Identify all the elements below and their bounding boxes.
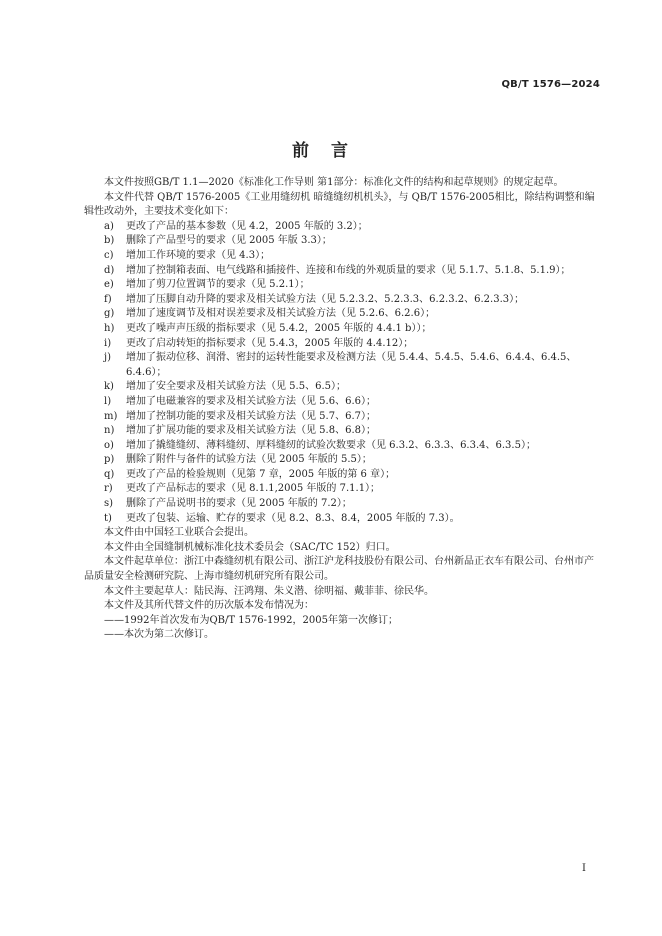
- proposer-paragraph: 本文件由中国轻工业联合会提出。: [104, 527, 254, 539]
- list-item: l) 增加了电磁兼容的要求及相关试验方法（见 5.6、6.6）；: [104, 395, 376, 407]
- list-item: s) 删除了产品说明书的要求（见 2005 年版的 7.2）；: [104, 498, 352, 510]
- list-item: f) 增加了压脚自动升降的要求及相关试验方法（见 5.2.3.2、5.2.3.3、6.2.3.2、6.2.3.3）；: [104, 293, 525, 305]
- list-item: i) 更改了启动转矩的指标要求（见 5.4.3，2005 年版的 4.4.12）；: [104, 337, 414, 349]
- list-item: o) 增加了撬缝缝纫、薄料缝纫、厚料缝纫的试验次数要求（见 6.3.2、6.3.3、6.3.4、6.3.5）；: [104, 439, 536, 451]
- list-item: n) 增加了扩展功能的要求及相关试验方法（见 5.8、6.8）；: [104, 425, 376, 437]
- drafters-paragraph: 本文件主要起草人：陆民海、汪鸿翔、朱义潜、徐明福、戴菲菲、徐民华。: [104, 585, 434, 597]
- list-item: a) 更改了产品的基本参数（见 4.2，2005 年版的 3.2）；: [104, 220, 368, 232]
- list-item: p) 删除了附件与备件的试验方法（见 2005 年版的 5.5）；: [104, 454, 372, 466]
- history-intro-paragraph: 本文件及其所代替文件的历次版本发布情况为：: [104, 600, 314, 612]
- technical-changes-list: [84, 220, 600, 526]
- page-number: I: [582, 863, 586, 874]
- list-item: b) 删除了产品型号的要求（见 2005 年版 3.3）；: [104, 235, 332, 247]
- list-item: c) 增加工作环境的要求（见 4.3）；: [104, 249, 271, 261]
- list-item: q) 更改了产品的检验规则（见第 7 章，2005 年版的第 6 章）；: [104, 468, 396, 480]
- list-item: j) 增加了振动位移、润滑、密封的运转性能要求及检测方法（见 5.4.4、5.4.5、5.4.6、6.4.4、6.4.5、6.4.6）；: [104, 352, 577, 378]
- list-item: t) 更改了包装、运输、贮存的要求（见 8.2、8.3、8.4，2005 年版的 7.3）。: [104, 512, 460, 524]
- document-body: [84, 176, 600, 643]
- list-item: d) 增加了控制箱表面、电气线路和插接件、连接和布线的外观质量的要求（见 5.1.7、5.1.8、5.1.9）；: [104, 264, 571, 276]
- list-item: k) 增加了安全要求及相关试验方法（见 5.5、6.5）；: [104, 381, 346, 393]
- document-code: QB/T 1576—2024: [501, 79, 600, 90]
- list-item: m) 增加了控制功能的要求及相关试验方法（见 5.7、6.7）；: [104, 410, 376, 422]
- list-item: r) 更改了产品标志的要求（见 8.1.1,2005 年版的 7.1.1）；: [104, 483, 381, 495]
- list-item: h) 更改了噪声声压级的指标要求（见 5.4.2，2005 年版的 4.4.1 b））；: [104, 322, 432, 334]
- drafting-rule-paragraph: 本文件按照GB/T 1.1—2020《标准化工作导则 第1部分：标准化文件的结构和起草规则》的规定起草。: [104, 177, 564, 188]
- replacement-paragraph: 本文件代替 QB/T 1576-2005《工业用缝纫机 暗缝缝纫机机头》，与 QB/T 1576-2005相比，除结构调整和编辑性改动外，主要技术变化如下：: [84, 191, 595, 218]
- list-item: e) 增加了剪刀位置调节的要求（见 5.2.1）；: [104, 279, 310, 291]
- history-item: ——本次为第二次修订。: [104, 629, 214, 641]
- committee-paragraph: 本文件由全国缝制机械标准化技术委员会（SAC/TC 152）归口。: [104, 541, 396, 553]
- history-item: ——1992年首次发布为QB/T 1576-1992，2005年第一次修订；: [104, 614, 398, 626]
- list-item: g) 增加了速度调节及相对误差要求及相关试验方法（见 5.2.6、6.2.6）；: [104, 308, 436, 320]
- drafting-units-paragraph: 本文件起草单位：浙江中森缝纫机有限公司、浙江沪龙科技股份有限公司、台州新品正衣车有限公司、台州市产品质量安全检测研究院、上海市缝纫机研究所有限公司。: [84, 556, 594, 583]
- page-title: 前言: [292, 141, 370, 161]
